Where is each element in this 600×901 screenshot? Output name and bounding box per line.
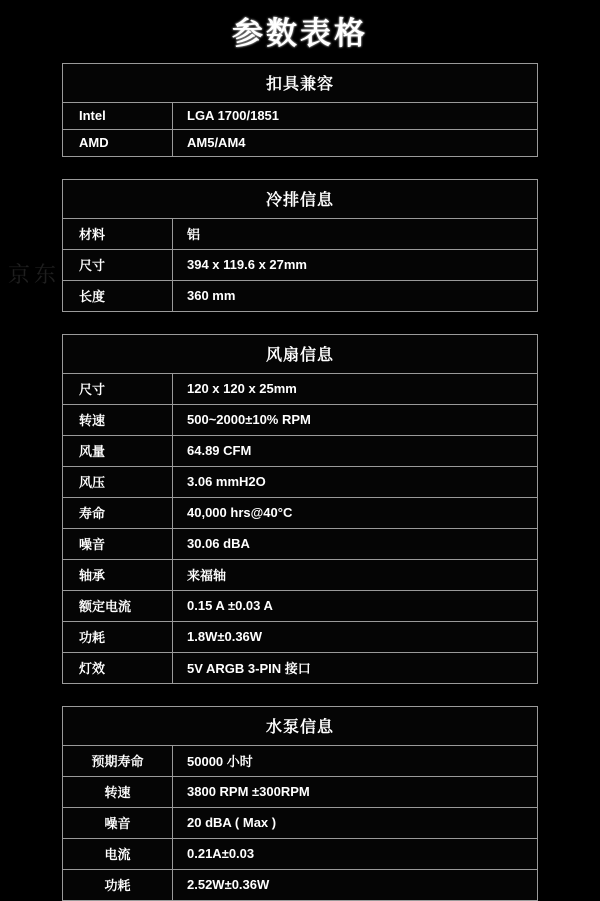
spec-value: 394 x 119.6 x 27mm — [173, 250, 538, 281]
spec-value: 20 dBA ( Max ) — [173, 808, 538, 839]
spec-key: 转速 — [63, 405, 173, 436]
section-heading: 水泵信息 — [63, 707, 538, 746]
spec-key: 电流 — [63, 839, 173, 870]
spec-key: 风量 — [63, 436, 173, 467]
page-title: 参数表格 — [232, 16, 368, 51]
table-row — [63, 529, 538, 560]
table-row — [63, 870, 538, 901]
spec-value: 64.89 CFM — [173, 436, 538, 467]
spec-value: 3.06 mmH2O — [173, 467, 538, 498]
spec-key: 长度 — [63, 281, 173, 312]
spec-table-radiator-info — [62, 179, 538, 312]
spec-key: 风压 — [63, 467, 173, 498]
table-row — [63, 374, 538, 405]
spec-key: 转速 — [63, 777, 173, 808]
spec-value: 500~2000±10% RPM — [173, 405, 538, 436]
spec-value: 5V ARGB 3-PIN 接口 — [173, 653, 538, 684]
table-header-row — [63, 180, 538, 219]
table-row — [63, 560, 538, 591]
table-row — [63, 746, 538, 777]
spec-key: Intel — [63, 103, 173, 130]
section-heading: 风扇信息 — [63, 335, 538, 374]
table-row — [63, 219, 538, 250]
spec-key: 寿命 — [63, 498, 173, 529]
spec-value: LGA 1700/1851 — [173, 103, 538, 130]
spec-value: 0.15 A ±0.03 A — [173, 591, 538, 622]
spec-key: 尺寸 — [63, 250, 173, 281]
spec-value: 50000 小时 — [173, 746, 538, 777]
table-row — [63, 281, 538, 312]
table-row — [63, 839, 538, 870]
spec-value: 来福轴 — [173, 560, 538, 591]
table-row — [63, 808, 538, 839]
table-row — [63, 130, 538, 157]
spec-value: 40,000 hrs@40°C — [173, 498, 538, 529]
table-row — [63, 467, 538, 498]
table-header-row — [63, 335, 538, 374]
spec-tables — [0, 63, 600, 901]
spec-value: 0.21A±0.03 — [173, 839, 538, 870]
spec-value: 360 mm — [173, 281, 538, 312]
spec-key: 额定电流 — [63, 591, 173, 622]
section-heading: 扣具兼容 — [63, 64, 538, 103]
spec-value: 1.8W±0.36W — [173, 622, 538, 653]
spec-key: 材料 — [63, 219, 173, 250]
table-row — [63, 622, 538, 653]
spec-table-fan-info — [62, 334, 538, 684]
spec-key: 轴承 — [63, 560, 173, 591]
spec-table-pump-info — [62, 706, 538, 901]
watermark: 京东 — [8, 262, 61, 287]
spec-key: 尺寸 — [63, 374, 173, 405]
spec-value: 2.52W±0.36W — [173, 870, 538, 901]
table-row — [63, 498, 538, 529]
spec-value: AM5/AM4 — [173, 130, 538, 157]
table-row — [63, 103, 538, 130]
table-header-row — [63, 64, 538, 103]
spec-key: 灯效 — [63, 653, 173, 684]
spec-value: 铝 — [173, 219, 538, 250]
table-row — [63, 250, 538, 281]
spec-key: 噪音 — [63, 529, 173, 560]
spec-table-bracket-compatibility — [62, 63, 538, 157]
spec-key: 预期寿命 — [63, 746, 173, 777]
spec-key: 功耗 — [63, 870, 173, 901]
spec-key: 噪音 — [63, 808, 173, 839]
table-row — [63, 591, 538, 622]
spec-value: 30.06 dBA — [173, 529, 538, 560]
spec-key: AMD — [63, 130, 173, 157]
table-header-row — [63, 707, 538, 746]
table-row — [63, 777, 538, 808]
spec-key: 功耗 — [63, 622, 173, 653]
section-heading: 冷排信息 — [63, 180, 538, 219]
spec-value: 120 x 120 x 25mm — [173, 374, 538, 405]
spec-value: 3800 RPM ±300RPM — [173, 777, 538, 808]
table-row — [63, 405, 538, 436]
table-row — [63, 653, 538, 684]
table-row — [63, 436, 538, 467]
